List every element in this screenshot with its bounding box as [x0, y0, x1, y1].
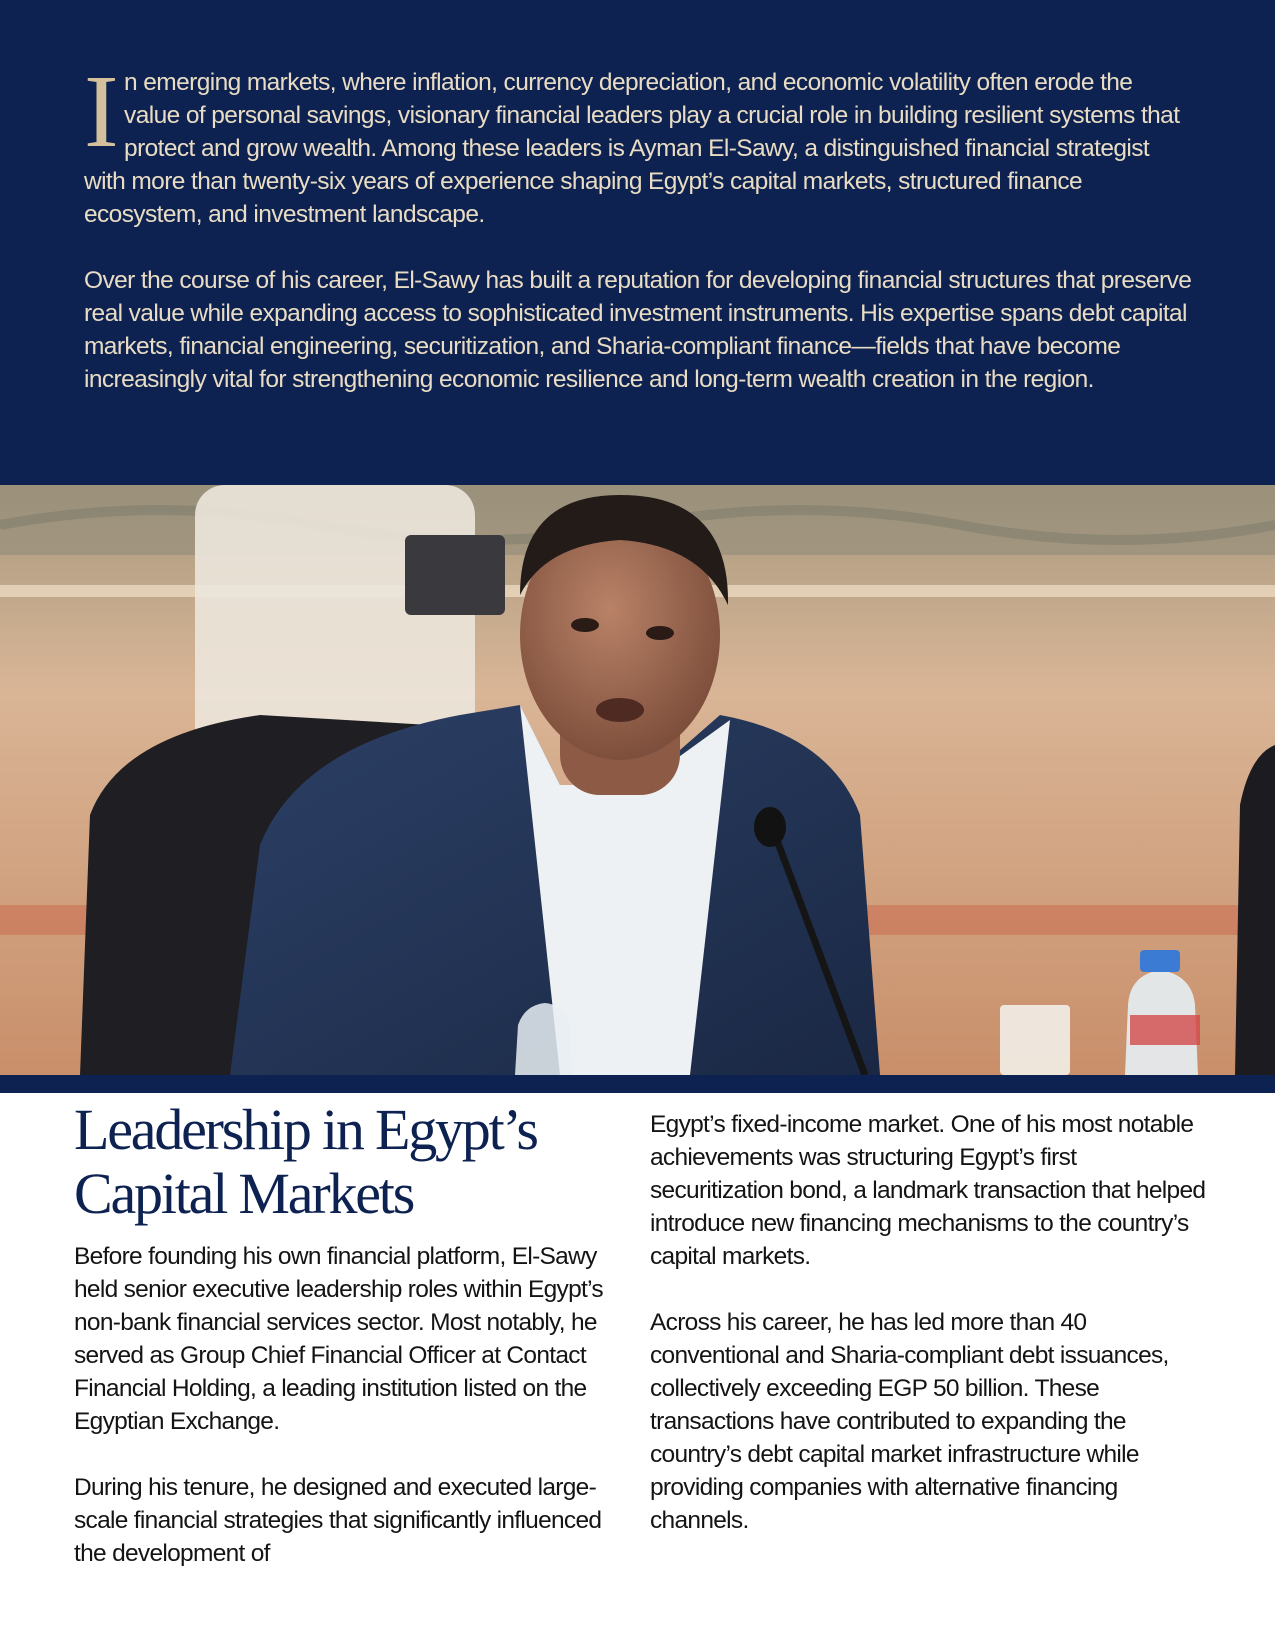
intro-banner: [0, 0, 1275, 485]
section-title: Leadership in Egypt’s Capital Markets: [74, 1097, 537, 1226]
right-column: [650, 1108, 1210, 1537]
right-paragraph-2: Across his career, he has led more than 40 conventional and Sharia-compliant debt issuances, collectively exceeding EGP 50 billion. These transactions have contributed to expanding the country’s debt capital market infrastructure while providing companies with alternative financing channels.: [650, 1309, 1169, 1534]
left-paragraph-2: During his tenure, he designed and executed large-scale financial strategies that significantly influenced the development of: [74, 1474, 602, 1567]
intro-text: [84, 54, 1194, 396]
left-paragraph-1: Before founding his own financial platform, El-Sawy held senior executive leadership roles within Egypt’s non-bank financial services sector. Most notably, he served as Group Chief Financial Officer at Contact Financial Holding, a leading institution listed on the Egyptian Exchange.: [74, 1243, 603, 1435]
photo-bottom-band: [0, 1075, 1275, 1093]
right-paragraph-1: Egypt’s fixed-income market. One of his most notable achievements was structuring Egypt’s first securitization bond, a landmark transaction that helped introduce new financing mechanisms to the country’s capital markets.: [650, 1111, 1206, 1270]
left-column: [74, 1240, 604, 1570]
intro-paragraph-1-text: n emerging markets, where inflation, currency depreciation, and economic volatility often erode the value of personal savings, visionary financial leaders play a crucial role in building resilient systems that protect and grow wealth. Among these leaders is Ayman El-Sawy, a distinguished financial strategist with more than twenty-six years of experience shaping Egypt’s capital markets, structured finance ecosystem, and investment landscape.: [84, 69, 1180, 228]
portrait-photo: [0, 485, 1275, 1075]
intro-paragraph-2: Over the course of his career, El-Sawy has built a reputation for developing financial structures that preserve real value while expanding access to sophisticated investment instruments. His expertise spans debt capital markets, financial engineering, securitization, and Sharia-compliant finance—fields that have become increasingly vital for strengthening economic resilience and long-term wealth creation in the region.: [84, 267, 1192, 393]
intro-paragraph-1: [84, 54, 1194, 231]
drop-cap: I: [84, 54, 119, 169]
